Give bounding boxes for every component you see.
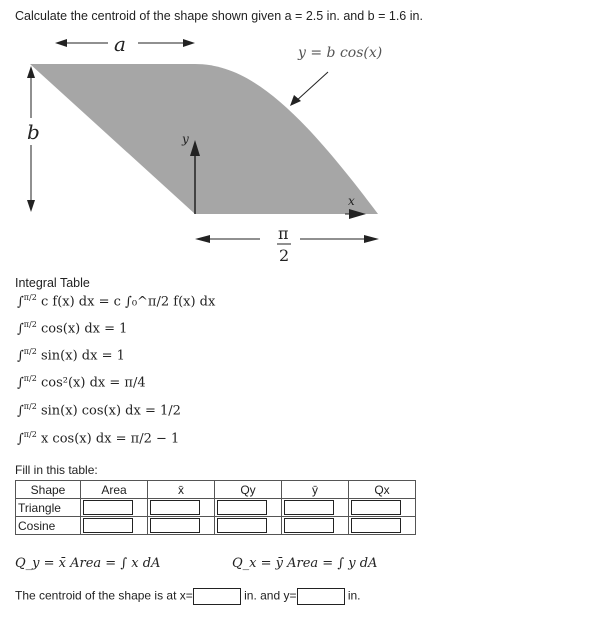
cosine-qy-input[interactable] (217, 518, 267, 533)
integrand: cos²(x) dx (40, 375, 106, 391)
integral-table-title: Integral Table (15, 276, 90, 290)
cosine-qx-input[interactable] (351, 518, 401, 533)
triangle-xbar-input[interactable] (150, 500, 200, 515)
table-row (16, 517, 416, 535)
triangle-ybar-input[interactable] (284, 500, 334, 515)
integral-result: = 1 (104, 321, 128, 337)
table-header-row (16, 481, 416, 499)
centroid-y-input[interactable] (297, 588, 345, 605)
triangle-qx-input[interactable] (351, 500, 401, 515)
answer-prefix: The centroid of the shape is at x= (15, 588, 193, 603)
header-shape: Shape (16, 481, 81, 499)
integral-result: = π/2 − 1 (115, 431, 180, 447)
upper-limit: π/2 (23, 347, 37, 356)
integrand: cos(x) dx (40, 321, 101, 337)
pi-numerator: π (278, 224, 289, 243)
arrowhead-b-top (27, 66, 35, 78)
arrowhead-a-left (55, 39, 67, 47)
integrand: sin(x) dx (40, 348, 98, 364)
header-qx: Qx (349, 481, 416, 499)
integral-line: ∫$^{\pi/2}$ x cos(x) dx = π/2 − 1 (17, 430, 180, 447)
header-area: Area (81, 481, 148, 499)
upper-limit: π/2 (23, 402, 37, 411)
integral-line: ∫$^{\pi/2}$ cos(x) dx = 1 (17, 320, 128, 337)
arrowhead-pi2-left (195, 235, 210, 243)
centroid-x-input[interactable] (193, 588, 241, 605)
table-row (16, 499, 416, 517)
problem-prompt: Calculate the centroid of the shape shown given a = 2.5 in. and b = 1.6 in. (15, 9, 423, 23)
header-xbar: x̄ (148, 481, 215, 499)
shape-region (30, 64, 378, 214)
cosine-xbar-input[interactable] (150, 518, 200, 533)
integral-result: = 1/2 (144, 403, 181, 419)
row-label-cosine: Cosine (16, 517, 81, 535)
integral-line: ∫$^{\pi/2}$ sin(x) dx = 1 (17, 347, 125, 364)
upper-limit: π/2 (23, 320, 37, 329)
integrand: c f(x) dx (40, 294, 95, 310)
integral-result: = π/4 (109, 375, 146, 391)
integral-result: = 1 (101, 348, 125, 364)
fill-instruction: Fill in this table: (15, 463, 98, 477)
cosine-ybar-input[interactable] (284, 518, 334, 533)
formula-qx: Q_x = ȳ Area = ∫ y dA (232, 556, 378, 571)
integral-line: ∫$^{\pi/2}$ cos²(x) dx = π/4 (17, 374, 146, 391)
pi-denominator: 2 (279, 246, 290, 265)
answer-middle: in. and y= (244, 588, 297, 603)
triangle-area-input[interactable] (83, 500, 133, 515)
curve-label: y = b cos(x) (298, 45, 383, 61)
curve-pointer-head (290, 95, 301, 106)
figure (0, 0, 615, 280)
answer-suffix: in. (347, 588, 361, 603)
centroid-answer-line (15, 588, 361, 605)
triangle-qy-input[interactable] (217, 500, 267, 515)
arrowhead-a-right (183, 39, 195, 47)
upper-limit: π/2 (23, 374, 37, 383)
upper-limit: π/2 (23, 293, 37, 302)
integrand: sin(x) cos(x) dx (40, 403, 141, 419)
y-axis-label: y (182, 132, 189, 146)
curve-pointer (295, 72, 328, 102)
integral-line: ∫$^{\pi/2}$ sin(x) cos(x) dx = 1/2 (17, 402, 181, 419)
header-ybar: ȳ (282, 481, 349, 499)
answer-table (15, 480, 416, 535)
formula-qy: Q_y = x̄ Area = ∫ x dA (15, 556, 161, 571)
label-b: b (27, 120, 40, 144)
upper-limit: π/2 (23, 430, 37, 439)
cosine-area-input[interactable] (83, 518, 133, 533)
x-axis-label: x (348, 194, 355, 208)
integral-line: ∫$^{\pi/2}$ c f(x) dx = c ∫₀^π/2 f(x) dx (17, 293, 216, 310)
arrowhead-pi2-right (364, 235, 379, 243)
label-a: a (114, 32, 126, 56)
arrowhead-b-bottom (27, 200, 35, 212)
integrand: x cos(x) dx (40, 431, 112, 447)
header-qy: Qy (215, 481, 282, 499)
integral-result: = c ∫₀^π/2 f(x) dx (98, 294, 216, 310)
row-label-triangle: Triangle (16, 499, 81, 517)
